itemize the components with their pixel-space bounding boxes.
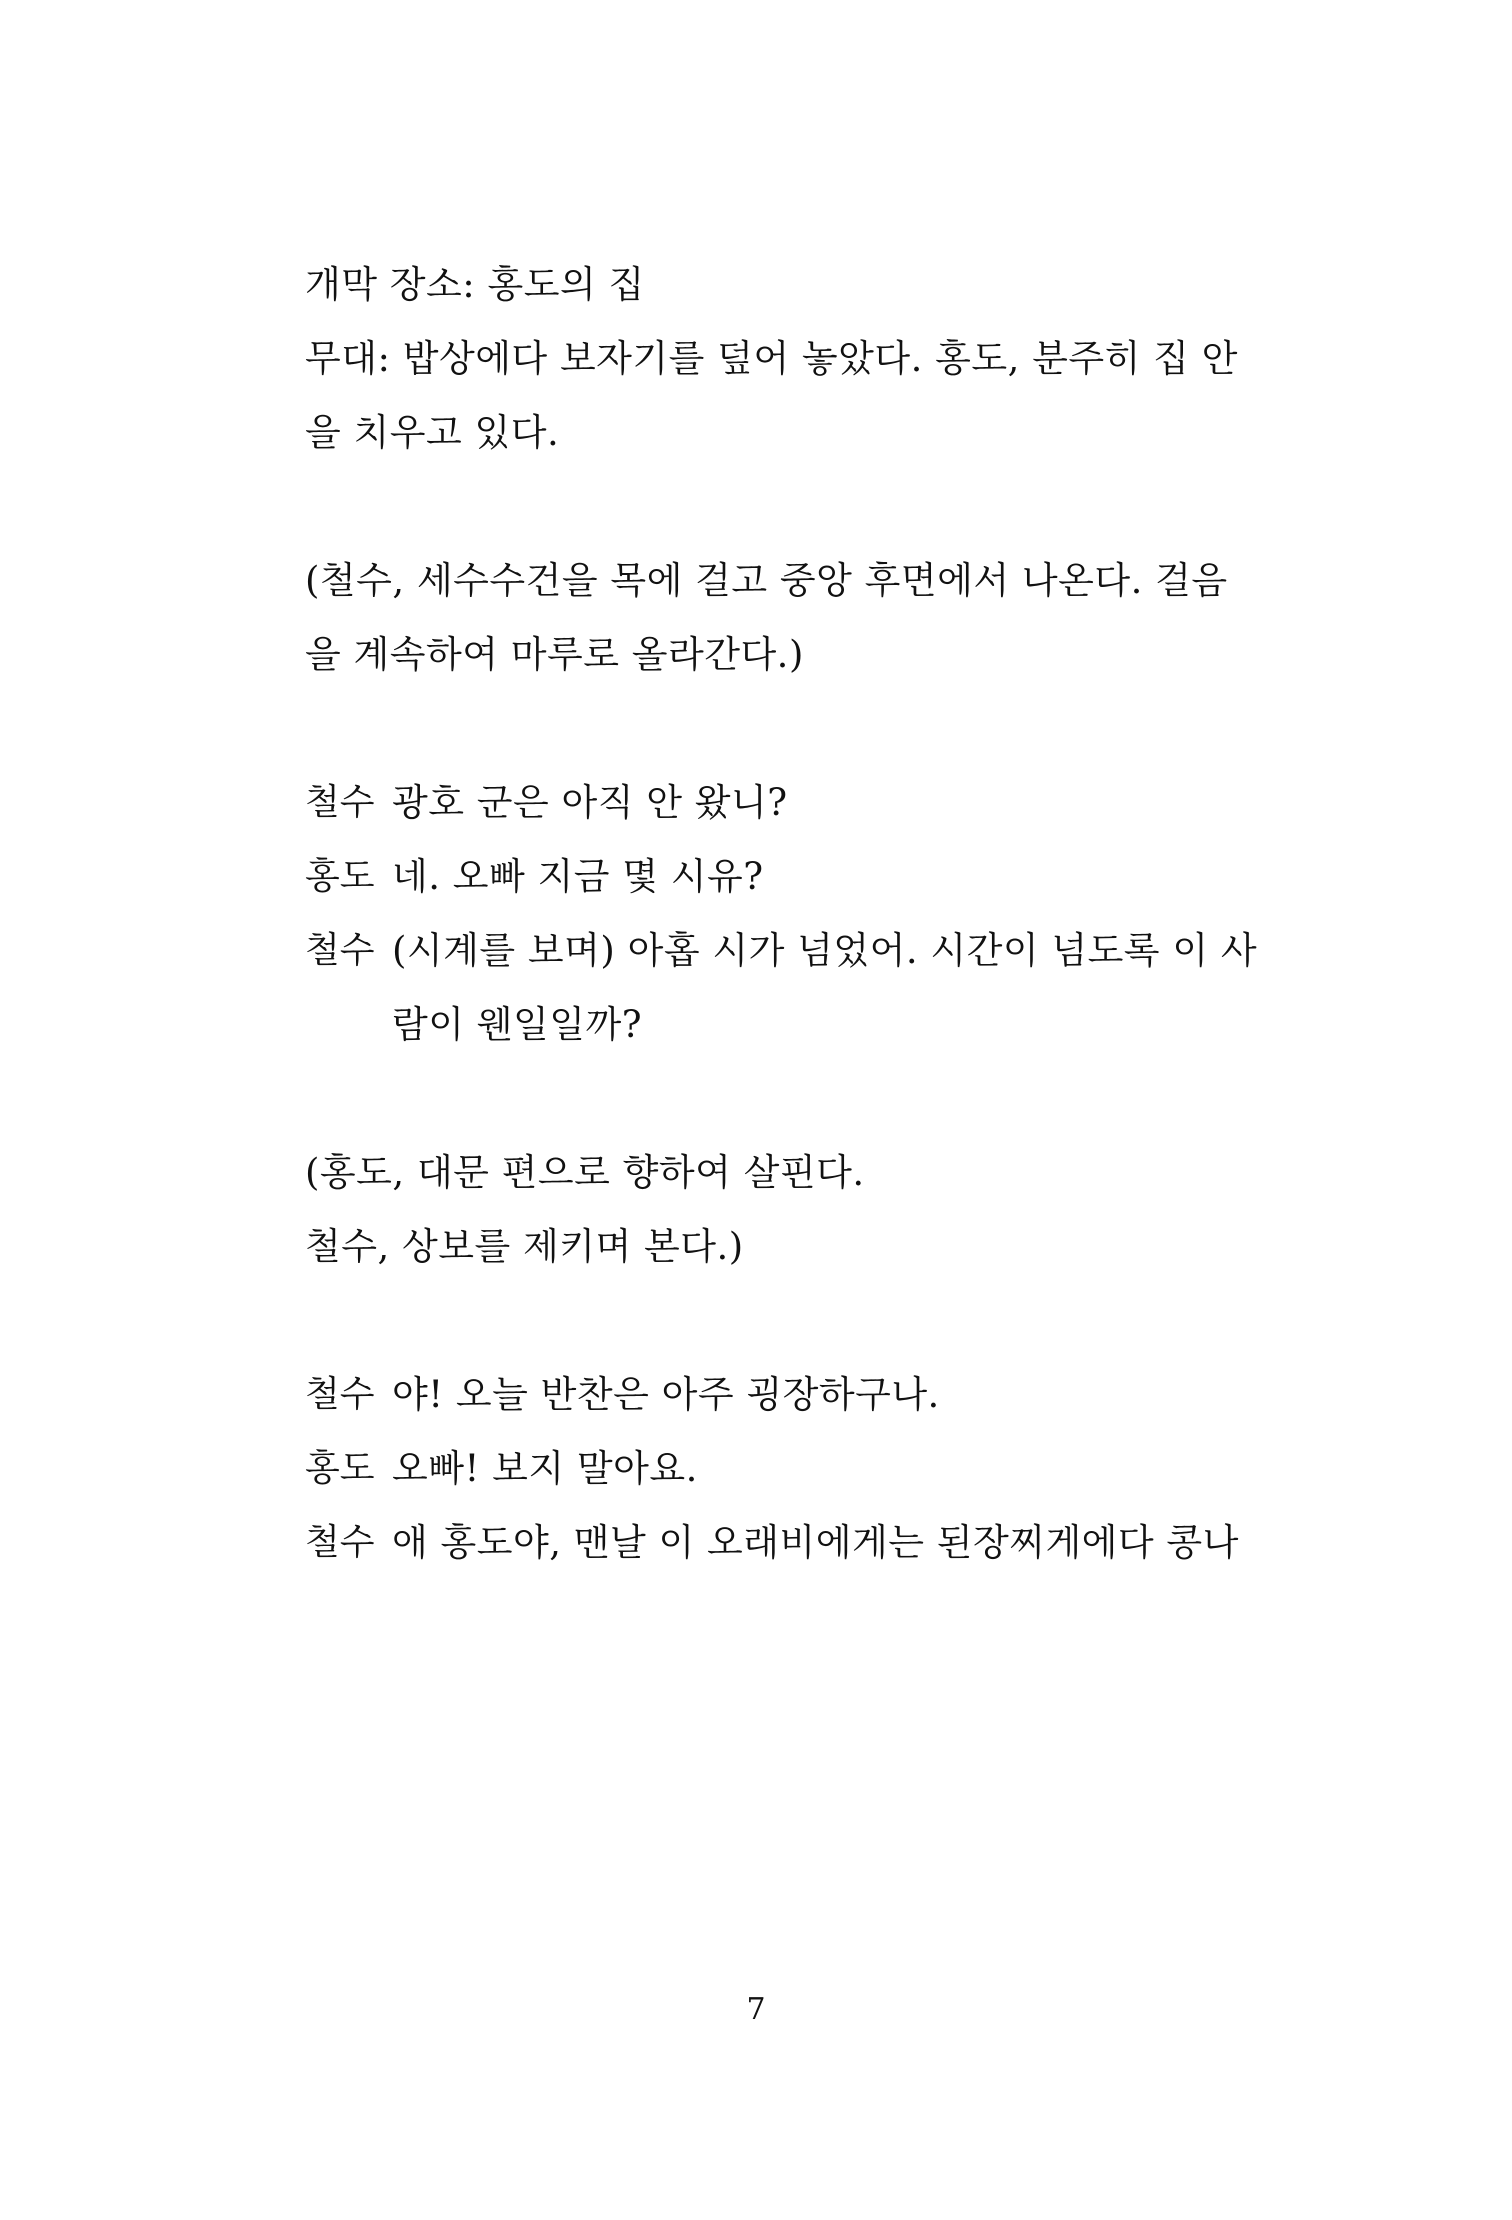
dialogue-text-line: 야! 오늘 반찬은 아주 굉장하구나. xyxy=(392,1373,940,1416)
speaker-name: 홍도 xyxy=(305,1448,375,1489)
dialogue-line xyxy=(305,1358,1240,1432)
stage-direction-line: (홍도, 대문 편으로 향하여 살핀다. xyxy=(305,1151,865,1194)
speaker-name: 철수 xyxy=(305,782,375,823)
dialogue-text-line: 애 홍도야, 맨날 이 오래비에게는 된장찌게에다 콩나 xyxy=(392,1521,1239,1564)
dialogue-line xyxy=(305,1506,1240,1580)
dialogue-text-line: (시계를 보며) 아홉 시가 넘었어. 시간이 넘도록 이 사 xyxy=(392,929,1258,972)
dialogue-text xyxy=(392,914,1257,1062)
speaker-name: 철수 xyxy=(305,1374,375,1415)
page-content xyxy=(305,248,1258,1580)
scene-setting: 개막 장소: 홍도의 집 xyxy=(305,263,645,306)
stage-description-line: 무대: 밥상에다 보자기를 덮어 놓았다. 홍도, 분주히 집 안 xyxy=(305,337,1238,380)
dialogue-text xyxy=(392,840,764,914)
dialogue-text xyxy=(392,1506,1239,1580)
speaker-name: 철수 xyxy=(305,1522,375,1563)
stage-direction-line: 을 계속하여 마루로 올라간다.) xyxy=(305,633,804,676)
stage-direction-line: 철수, 상보를 제키며 본다.) xyxy=(305,1225,744,1268)
dialogue-line xyxy=(305,914,1258,1062)
dialogue-line xyxy=(305,840,1240,914)
dialogue-text-line: 오빠! 보지 말아요. xyxy=(392,1447,698,1490)
dialogue-line xyxy=(305,766,1240,840)
paragraph-gap xyxy=(305,1062,1240,1136)
speaker-name: 철수 xyxy=(305,930,375,971)
dialogue-text-line: 광호 군은 아직 안 왔니? xyxy=(392,781,788,824)
paragraph-gap xyxy=(305,692,1240,766)
paragraph-gap xyxy=(305,1284,1240,1358)
dialogue-text xyxy=(392,1432,698,1506)
dialogue-text xyxy=(392,766,788,840)
stage-description-line: 을 치우고 있다. xyxy=(305,411,560,454)
paragraph-gap xyxy=(305,470,1240,544)
dialogue-line xyxy=(305,1432,1240,1506)
stage-direction-line: (철수, 세수수건을 목에 걸고 중앙 후면에서 나온다. 걸음 xyxy=(305,559,1228,602)
dialogue-text xyxy=(392,1358,940,1432)
page-number: 7 xyxy=(746,1992,766,2027)
dialogue-text-line: 람이 웬일일까? xyxy=(392,1003,643,1046)
speaker-name: 홍도 xyxy=(305,856,375,897)
dialogue-text-line: 네. 오빠 지금 몇 시유? xyxy=(392,855,764,898)
